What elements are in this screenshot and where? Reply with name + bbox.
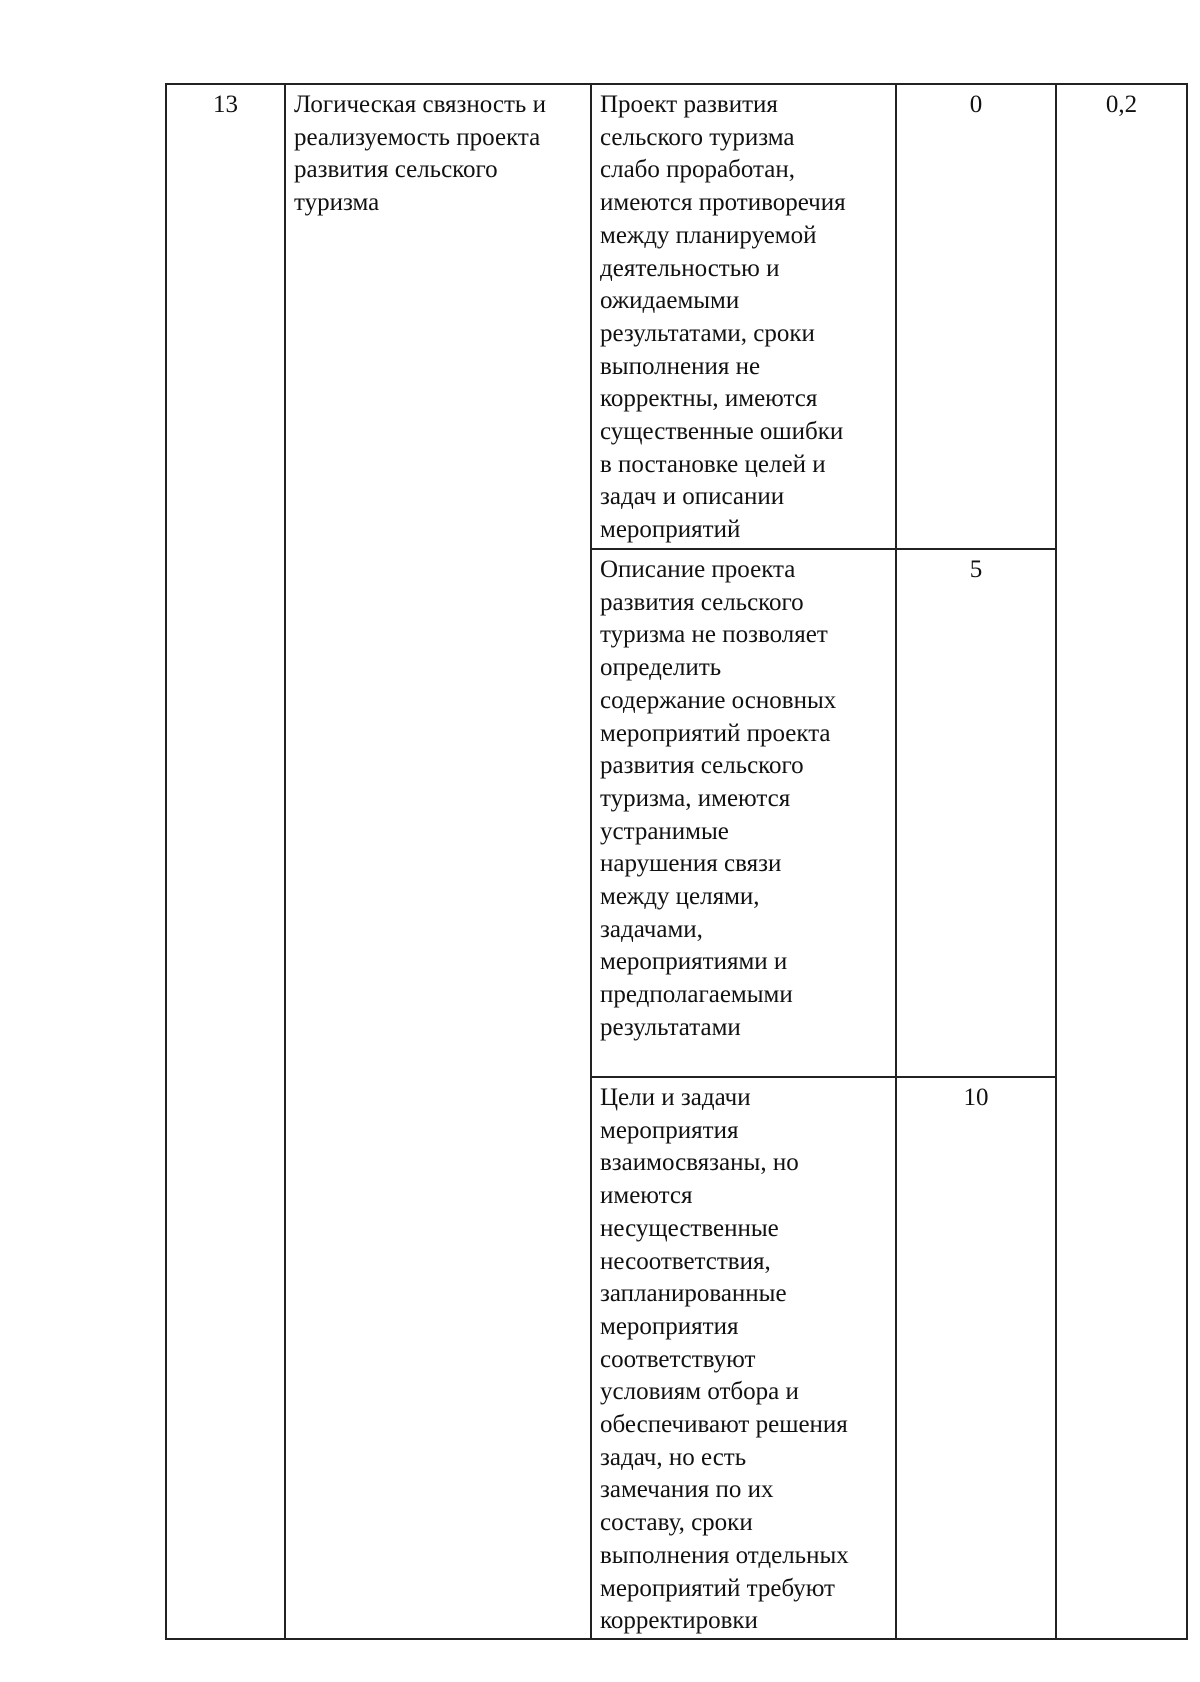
level-description-cell: Цели и задачи мероприятия взаимосвязаны, но имеются несущественные несоответствия, запланированные мероприятия соответствуют условиям отбора и обеспечивают решения задач, но есть замечания по их составу, сроки выполнения отдельных мероприятий требуют корректировки [591,1077,896,1639]
criterion-name-cell: Логическая связность и реализуемость проекта развития сельского туризма [285,84,591,1639]
level-score-cell: 10 [896,1077,1056,1639]
weight-cell: 0,2 [1056,84,1187,1639]
level-score-cell: 5 [896,549,1056,1077]
level-description-cell: Описание проекта развития сельского туризма не позволяет определить содержание основных мероприятий проекта развития сельского туризма, имеются устранимые нарушения связи между целями, задачами, мероприятиями и предполагаемыми результатами [591,549,896,1077]
criteria-table [165,83,1188,1640]
level-score-cell: 0 [896,84,1056,549]
table-row [166,84,1187,549]
level-description-cell: Проект развития сельского туризма слабо проработан, имеются противоречия между планируемой деятельностью и ожидаемыми результатами, сроки выполнения не корректны, имеются существенные ошибки в постановке целей и задач и описании мероприятий [591,84,896,549]
row-number-cell: 13 [166,84,285,1639]
